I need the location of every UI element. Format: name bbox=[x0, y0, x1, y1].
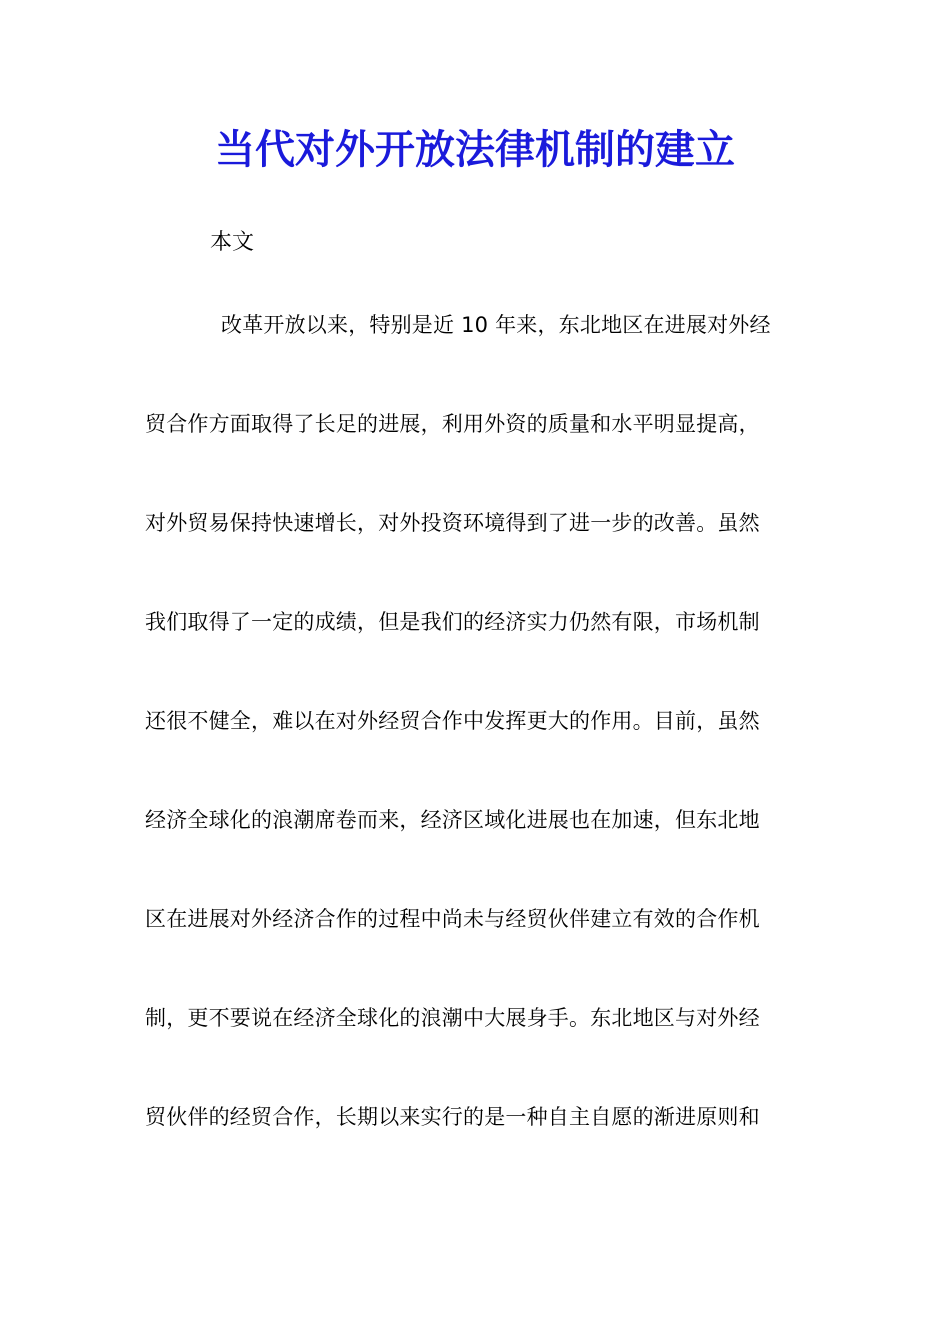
paragraph-line: 还很不健全，难以在对外经贸合作中发挥更大的作用。目前，虽然 bbox=[145, 709, 760, 733]
document-title: 当代对外开放法律机制的建立 bbox=[215, 126, 735, 173]
paragraph-line: 制，更不要说在经济全球化的浪潮中大展身手。东北地区与对外经 bbox=[145, 1006, 760, 1030]
paragraph-line: 改革开放以来，特别是近 10 年来，东北地区在进展对外经 bbox=[221, 313, 771, 337]
document-author: 本文 bbox=[210, 230, 255, 255]
paragraph-line: 贸合作方面取得了长足的进展，利用外资的质量和水平明显提高， bbox=[145, 412, 760, 436]
paragraph-line: 贸伙伴的经贸合作，长期以来实行的是一种自主自愿的渐进原则和 bbox=[145, 1105, 760, 1129]
paragraph-line: 经济全球化的浪潮席卷而来，经济区域化进展也在加速，但东北地 bbox=[145, 808, 760, 832]
paragraph-line: 我们取得了一定的成绩，但是我们的经济实力仍然有限，市场机制 bbox=[145, 610, 760, 634]
paragraph-line: 区在进展对外经济合作的过程中尚未与经贸伙伴建立有效的合作机 bbox=[145, 907, 760, 931]
paragraph-line: 对外贸易保持快速增长，对外投资环境得到了进一步的改善。虽然 bbox=[145, 511, 760, 535]
